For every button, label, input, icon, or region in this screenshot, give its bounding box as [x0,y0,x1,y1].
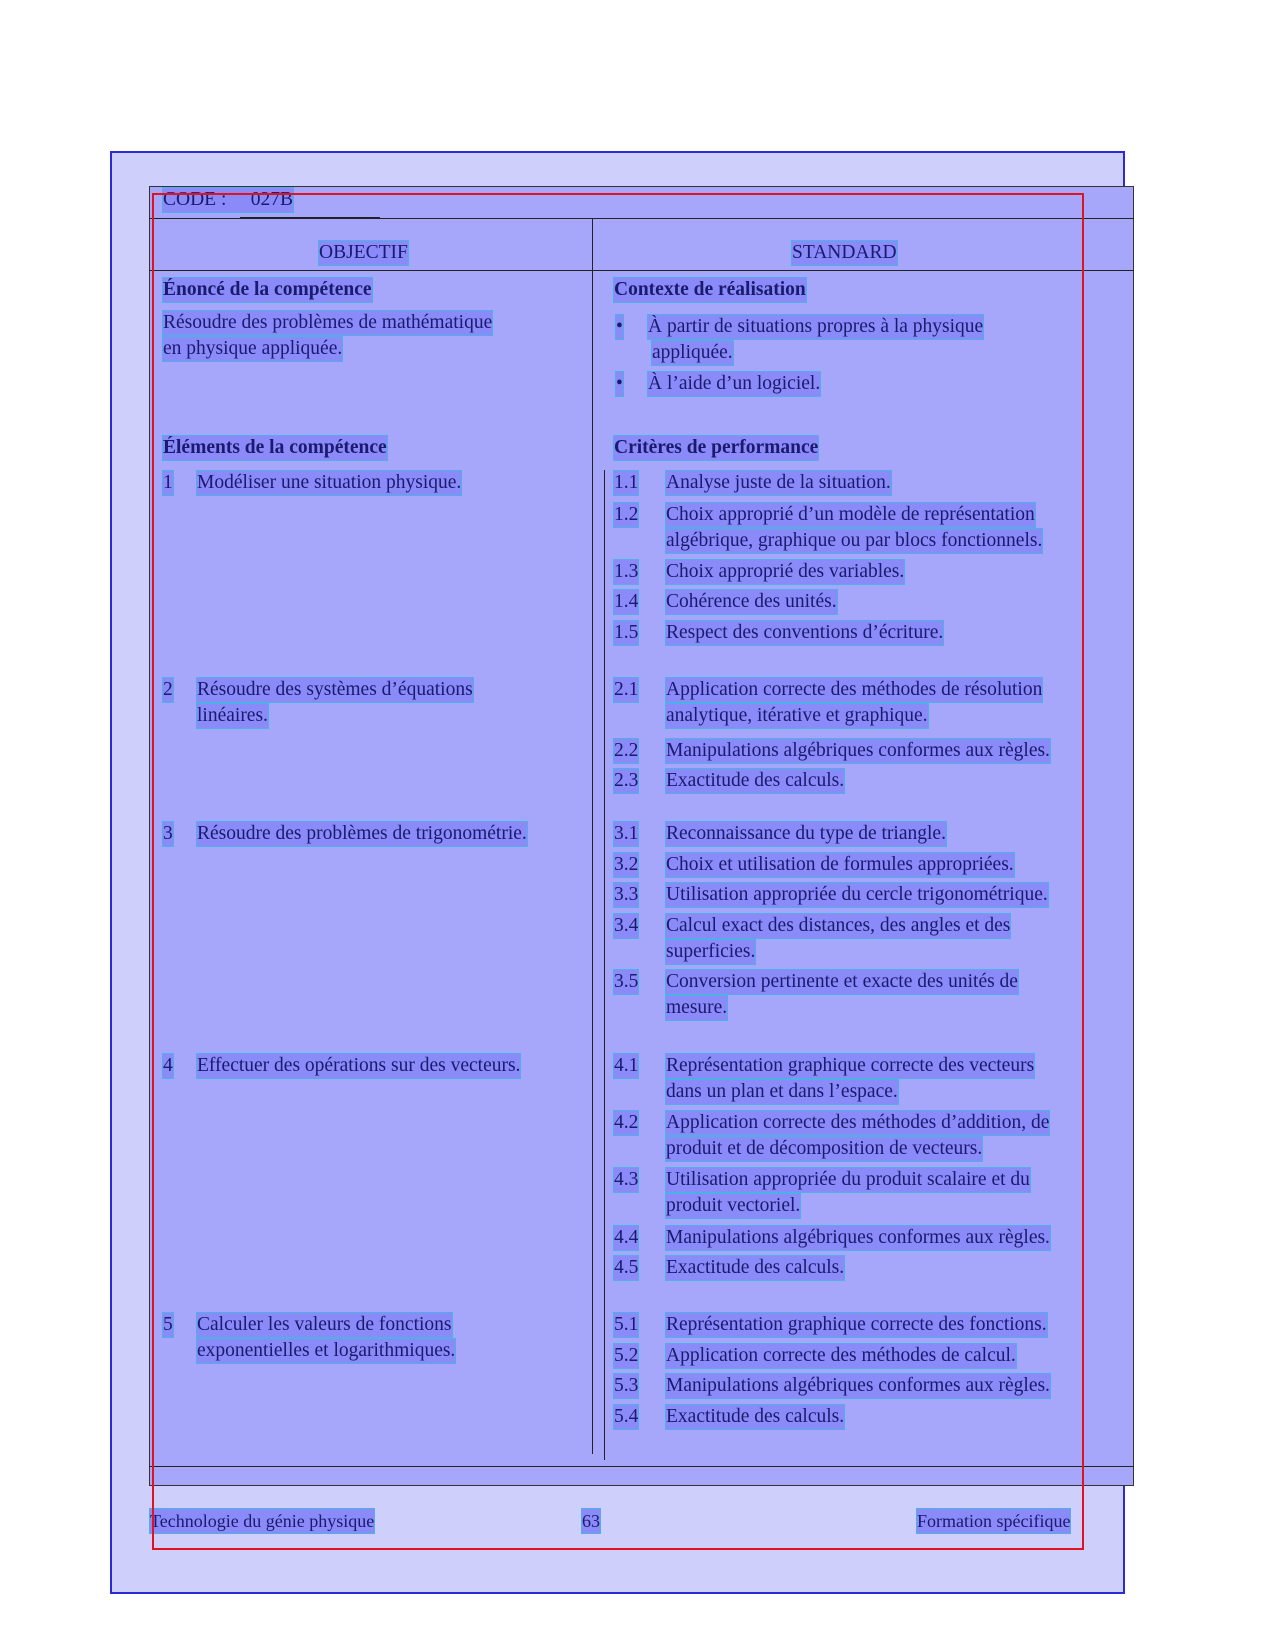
element-number: 5 [163,1314,173,1335]
critere-text: dans un plan et dans l’espace. [666,1081,898,1102]
critere-number: 3.1 [614,823,639,844]
critere-number: 4.5 [614,1257,639,1278]
critere-text: mesure. [666,997,728,1018]
contexte-title: Contexte de réalisation [614,279,806,300]
contexte-text: appliquée. [652,342,733,363]
header-standard: STANDARD [792,242,897,263]
criteria-rule [604,470,605,1460]
critere-text: Représentation graphique correcte des fonctions. [666,1314,1047,1335]
critere-text: produit et de décomposition de vecteurs. [666,1138,983,1159]
critere-number: 5.4 [614,1406,639,1427]
enonce-line: en physique appliquée. [163,338,343,359]
critere-text: Calcul exact des distances, des angles et des [666,915,1011,936]
critere-text: Représentation graphique correcte des vecteurs [666,1055,1035,1076]
critere-number: 1.4 [614,591,639,612]
element-text: Modéliser une situation physique. [197,472,462,493]
element-number: 4 [163,1055,173,1076]
element-text: Calculer les valeurs de fonctions [197,1314,452,1335]
critere-text: Reconnaissance du type de triangle. [666,823,946,844]
critere-number: 3.5 [614,971,639,992]
critere-text: analytique, itérative et graphique. [666,705,928,726]
element-text: linéaires. [197,705,268,726]
elements-title: Éléments de la compétence [163,437,387,458]
critere-number: 5.2 [614,1345,639,1366]
critere-number: 5.1 [614,1314,639,1335]
header-divider-top [149,218,1134,219]
critere-text: Cohérence des unités. [666,591,837,612]
critere-number: 2.2 [614,740,639,761]
header-objectif: OBJECTIF [319,242,408,263]
criteres-title: Critères de performance [614,437,819,458]
critere-number: 4.1 [614,1055,639,1076]
enonce-line: Résoudre des problèmes de mathématique [163,312,493,333]
critere-text: Conversion pertinente et exacte des unités de [666,971,1018,992]
footer-section: Formation spécifique [917,1511,1071,1531]
critere-text: produit vectoriel. [666,1195,801,1216]
element-number: 2 [163,679,173,700]
footer-program: Technologie du génie physique [150,1511,375,1531]
critere-text: Manipulations algébriques conformes aux règles. [666,1375,1050,1396]
column-divider [592,219,593,1454]
critere-number: 3.4 [614,915,639,936]
critere-text: Exactitude des calculs. [666,1406,845,1427]
contexte-text: À l’aide d’un logiciel. [648,373,821,394]
code-label: CODE : [163,189,227,210]
critere-text: Choix approprié d’un modèle de représentation [666,504,1035,525]
critere-text: Exactitude des calculs. [666,1257,845,1278]
critere-number: 1.2 [614,504,639,525]
critere-text: Application correcte des méthodes de résolution [666,679,1043,700]
critere-number: 1.5 [614,622,639,643]
critere-number: 1.1 [614,472,639,493]
critere-number: 5.3 [614,1375,639,1396]
critere-text: Exactitude des calculs. [666,770,845,791]
critere-text: Manipulations algébriques conformes aux règles. [666,1227,1050,1248]
critere-text: Application correcte des méthodes d’addition, de [666,1112,1050,1133]
bullet-icon: • [616,373,623,394]
critere-text: superficies. [666,941,756,962]
critere-number: 4.3 [614,1169,639,1190]
header-divider-bottom [149,270,1134,271]
footer-page-number: 63 [582,1511,600,1531]
critere-text: algébrique, graphique ou par blocs fonctionnels. [666,530,1043,551]
critere-number: 2.1 [614,679,639,700]
code-value: 027B [250,189,294,210]
element-number: 1 [163,472,173,493]
critere-text: Analyse juste de la situation. [666,472,891,493]
contexte-text: À partir de situations propres à la physique [648,316,984,337]
enonce-title: Énoncé de la compétence [163,279,372,300]
code-line [163,188,293,212]
critere-number: 4.2 [614,1112,639,1133]
critere-number: 4.4 [614,1227,639,1248]
critere-number: 3.3 [614,884,639,905]
critere-text: Application correcte des méthodes de calcul. [666,1345,1016,1366]
critere-text: Choix et utilisation de formules appropriées. [666,854,1014,875]
critere-text: Manipulations algébriques conformes aux règles. [666,740,1050,761]
critere-text: Utilisation appropriée du produit scalaire et du [666,1169,1030,1190]
critere-number: 2.3 [614,770,639,791]
element-text: exponentielles et logarithmiques. [197,1340,456,1361]
element-number: 3 [163,823,173,844]
element-text: Résoudre des problèmes de trigonométrie. [197,823,527,844]
element-text: Résoudre des systèmes d’équations [197,679,473,700]
code-underline [240,217,380,218]
critere-text: Choix approprié des variables. [666,561,905,582]
bullet-icon: • [616,316,623,337]
critere-number: 3.2 [614,854,639,875]
critere-text: Respect des conventions d’écriture. [666,622,944,643]
element-text: Effectuer des opérations sur des vecteurs. [197,1055,521,1076]
critere-number: 1.3 [614,561,639,582]
table-bottom-rule [149,1466,1134,1467]
critere-text: Utilisation appropriée du cercle trigonométrique. [666,884,1048,905]
